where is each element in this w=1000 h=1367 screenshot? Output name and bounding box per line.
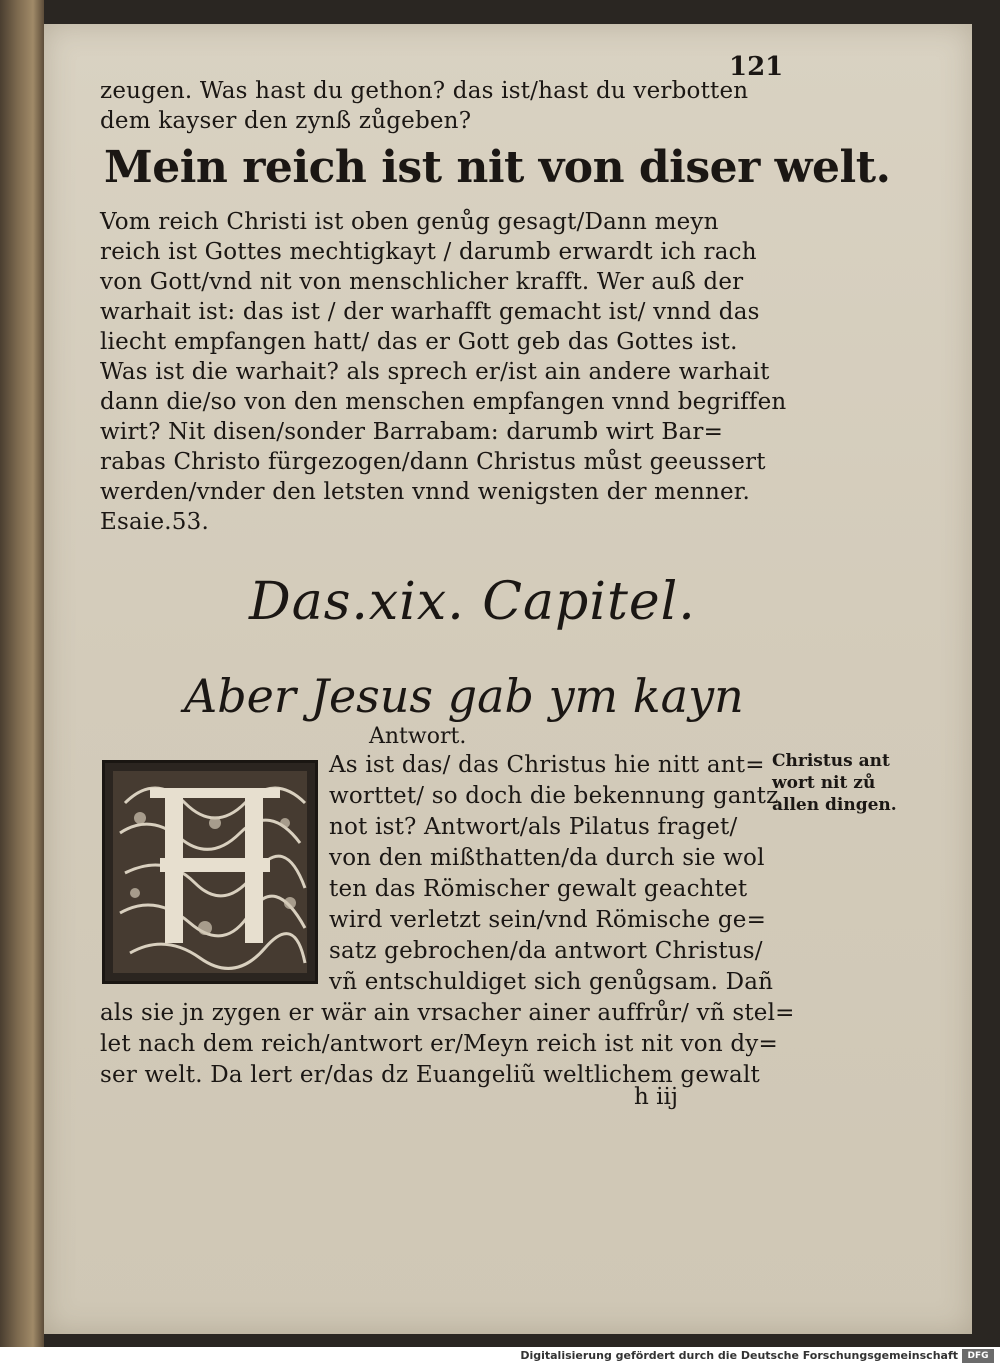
page-number: 121 (729, 52, 784, 82)
text-line: dem kayser den zynß zůgeben? (100, 108, 472, 134)
signature-mark: h iij (634, 1084, 678, 1110)
text-line: reich ist Gottes mechtigkayt / darumb erwardt ich rach (100, 239, 757, 265)
margin-note-line: allen dingen. (772, 795, 897, 815)
text-line: liecht empfangen hatt/ das er Gott geb das Gottes ist. (100, 329, 738, 355)
margin-note-line: Christus ant (772, 751, 890, 771)
text-line: wird verletzt sein/vnd Römische ge= (329, 907, 767, 933)
text-line: warhait ist: das ist / der warhafft gemacht ist/ vnnd das (100, 299, 760, 325)
section-heading: Mein reich ist nit von diser welt. (104, 142, 891, 193)
text-line: satz gebrochen/da antwort Christus/ (329, 938, 763, 964)
text-line: Vom reich Christi ist oben genůg gesagt/Dann meyn (100, 209, 719, 235)
subheading-continuation: Antwort. (369, 724, 467, 749)
footer-credit: Digitalisierung gefördert durch die Deutsche Forschungsgemeinschaft (520, 1349, 958, 1362)
text-line: ten das Römischer gewalt geachtet (329, 876, 748, 902)
text-line: let nach dem reich/antwort er/Meyn reich ist nit von dy= (100, 1031, 778, 1057)
text-line: Was ist die warhait? als sprech er/ist ain andere warhait (100, 359, 770, 385)
text-line: As ist das/ das Christus hie nitt ant= (329, 752, 765, 778)
text-line: von Gott/vnd nit von menschlicher krafft. Wer auß der (100, 269, 744, 295)
text-line: not ist? Antwort/als Pilatus fraget/ (329, 814, 738, 840)
text-line: ser welt. Da lert er/das dz Euangeliũ weltlichem gewalt (100, 1062, 760, 1088)
text-line: zeugen. Was hast du gethon? das ist/hast du verbotten (100, 78, 749, 104)
book-spine (0, 0, 44, 1347)
chapter-heading: Das.xix. Capitel. (249, 572, 696, 632)
text-line: Esaie.53. (100, 509, 209, 535)
text-line: dann die/so von den menschen empfangen vnnd begriffen (100, 389, 787, 415)
text-line: werden/vnder den letsten vnnd wenigsten der menner. (100, 479, 750, 505)
text-line: von den mißthatten/da durch sie wol (329, 845, 765, 871)
text-line: wirt? Nit disen/sonder Barrabam: darumb wirt Bar= (100, 419, 724, 445)
dfg-logo: DFG (962, 1349, 994, 1363)
decorated-initial-woodcut (102, 760, 318, 984)
text-line: vñ entschuldiget sich genůgsam. Dañ (329, 969, 774, 995)
subheading: Aber Jesus gab ym kayn (184, 669, 744, 723)
text-line: rabas Christo fürgezogen/dann Christus můst geeussert (100, 449, 766, 475)
book-page (44, 24, 972, 1334)
margin-note-line: wort nit zů (772, 773, 876, 793)
footer-bar (0, 1347, 1000, 1367)
text-line: als sie jn zygen er wär ain vrsacher ainer auffrůr/ vñ stel= (100, 1000, 795, 1026)
text-line: worttet/ so doch die bekennung gantz (329, 783, 779, 809)
